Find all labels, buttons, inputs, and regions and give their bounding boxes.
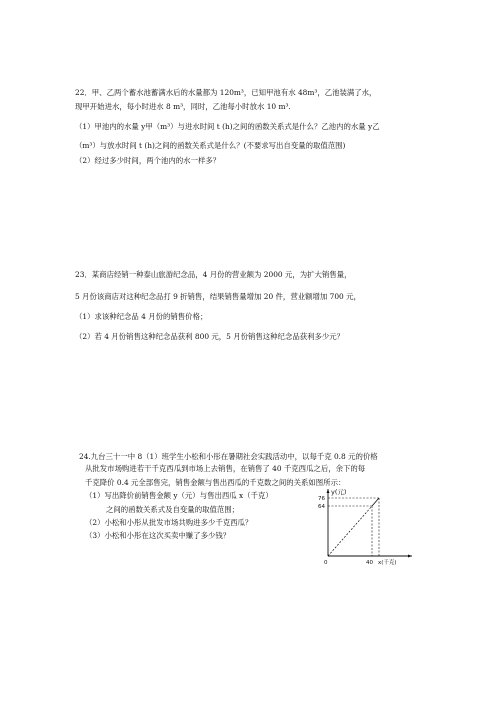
y-axis-label: y(元)	[331, 488, 347, 496]
y-tick-64: 64	[318, 504, 325, 510]
y-tick-76: 76	[318, 496, 325, 502]
q24-line2: 从批发市场购进若干千克西瓜到市场上去销售，在销售了 40 千克西瓜之后，余下的每	[85, 464, 366, 473]
origin-label: 0	[324, 560, 328, 566]
q22-line5: （2）经过多少时间，两个池内的水一样多？	[75, 156, 221, 165]
q24-part1-cont: 之间的函数关系式及自变量的取值范围；	[106, 505, 240, 514]
price-graph	[316, 486, 416, 566]
x-axis-arrow	[408, 555, 412, 558]
q22-line4: （m³）与放水时间 t (h)之间的函数关系式是什么？(不要求写出自变量的取值范围)	[75, 141, 346, 150]
q24-part1: （1）写出降价前销售金额 y（元）与售出西瓜 x（千克）	[85, 491, 273, 500]
q24-part2: （2）小松和小彤从批发市场共购进多少千克西瓜？	[85, 518, 253, 527]
q24-line3: 千克降价 0.4 元全部售完，销售金额与售出西瓜的千克数之间的关系如图所示：	[85, 478, 346, 487]
q24-line1: 24.九台三十一中 8（1）班学生小松和小彤在暑期社会实践活动中，以每千克 0.8 元的价格	[79, 452, 378, 461]
x-tick-40: 40	[366, 560, 373, 566]
segment-before-discount	[328, 506, 372, 556]
q23-line1: 23．某商店经销一种泰山旅游纪念品，4 月份的营业额为 2000 元，为扩大销售量，	[75, 270, 352, 279]
q23-line3: （1）求该种纪念品 4 月份的销售价格；	[75, 312, 208, 321]
y-axis-arrow	[327, 489, 330, 493]
x-axis-label: x(千克)	[378, 560, 397, 566]
q22-line2: 现甲开始进水，每小时进水 8 m³，同时，乙池每小时放水 10 m³.	[75, 102, 291, 111]
q23-line2: 5 月份该商店对这种纪念品打 9 折销售，结果销售量增加 20 件，营业额增加 700 元，	[75, 292, 361, 301]
q23-line4: （2）若 4 月份销售这种纪念品获利 800 元，5 月份销售这种纪念品获利多少元？	[75, 332, 345, 341]
segment-after-discount	[372, 498, 379, 506]
q22-line1: 22．甲、乙两个蓄水池蓄满水后的水量都为 120m³，已知甲池有水 48m³，乙池装满了水，	[75, 88, 377, 97]
q22-line3: （1）甲池内的水量 y甲（m³）与进水时间 t (h)之间的函数关系式是什么？乙池内的水量 y乙	[75, 122, 380, 131]
q24-part3: （3）小松和小彤在这次买卖中赚了多少钱？	[85, 531, 231, 540]
